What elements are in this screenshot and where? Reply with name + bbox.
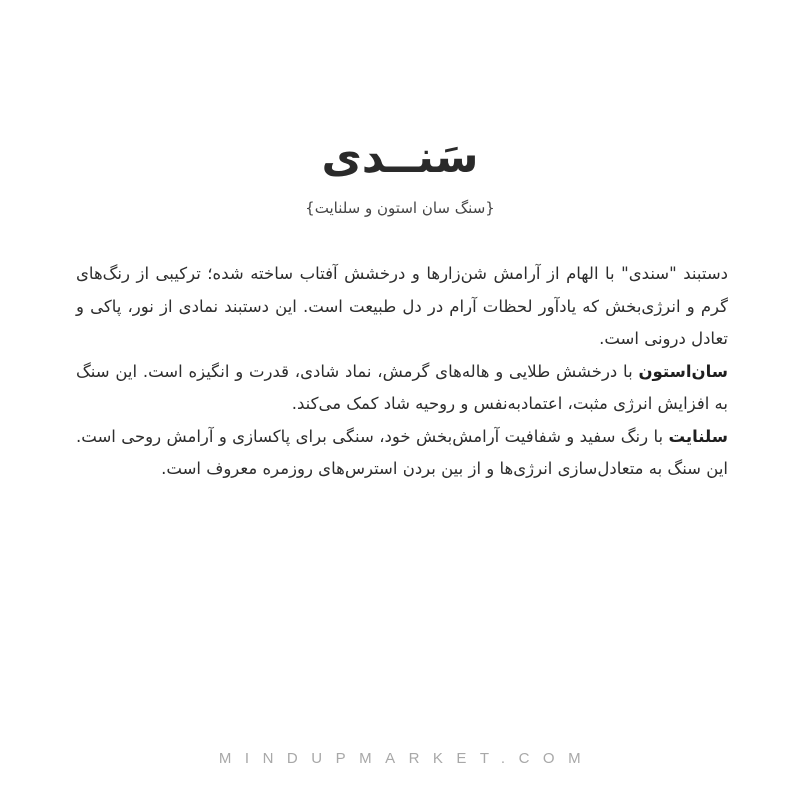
sunstone-paragraph — [76, 356, 728, 421]
paragraph-text: با رنگ سفید و شفافیت آرامش‌بخش خود، سنگی برای پاکسازی و آرامش روحی است. این سنگ به متعادل‌سازی انرژی‌ها و از بین بردن استرس‌های روزمره معروف است. — [76, 426, 728, 478]
page-subtitle: {سنگ سان استون و سلنایت} — [305, 199, 495, 217]
sunstone-label: سان‌استون — [638, 361, 728, 381]
paragraph-text: با درخشش طلایی و هاله‌های گرمش، نماد شادی، قدرت و انگیزه است. این سنگ به افزایش انرژی مثبت، اعتمادبه‌نفس و روحیه شاد کمک می‌کند. — [76, 361, 728, 413]
selenite-label: سلنایت — [668, 426, 728, 446]
brand-footer: MINDUPMARKET.COM — [218, 750, 595, 767]
selenite-paragraph — [76, 421, 728, 486]
intro-paragraph — [76, 258, 728, 356]
description-body — [76, 258, 728, 486]
paragraph-text: دستبند "سندی" با الهام از آرامش شن‌زارها و درخشش آفتاب ساخته شده؛ ترکیبی از رنگ‌های گرم و انرژی‌بخش که یادآور لحظات آرام در دل طبیعت است. این دستبند نمادی از نور، پاکی و تعادل درونی است. — [76, 264, 728, 348]
page-title: سَنــدی — [321, 132, 479, 183]
